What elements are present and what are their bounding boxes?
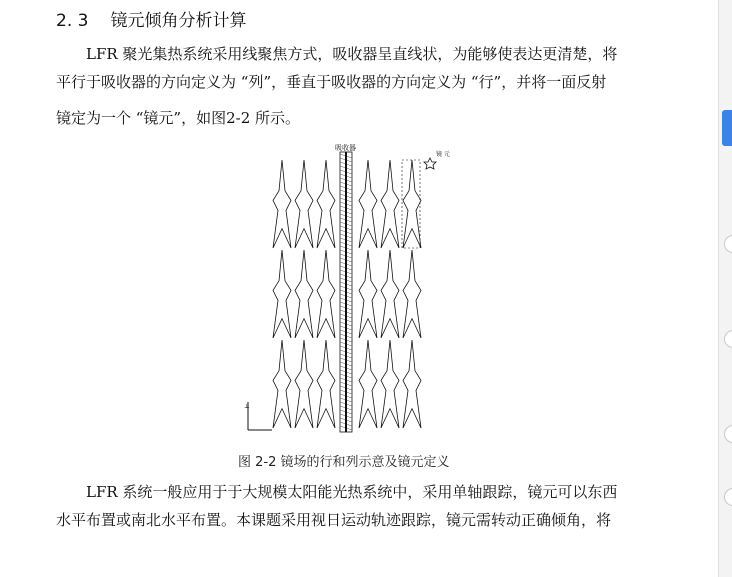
mirror-element-star — [359, 250, 377, 338]
section-heading — [56, 6, 246, 31]
paragraph-line-2: 平行于吸收器的方向定义为 “列”，垂直于吸收器的方向定义为 “行”，并将一面反射 — [56, 73, 607, 91]
mirror-element-star — [381, 340, 399, 428]
side-tool-circle[interactable] — [724, 488, 732, 506]
mirror-element-star — [403, 160, 421, 248]
mirror-element-star — [295, 250, 313, 338]
section-title: 镜元倾角分析计算 — [110, 11, 247, 31]
mirror-element-star — [317, 160, 335, 248]
mirror-element-star — [273, 250, 291, 338]
mirror-element-star — [295, 160, 313, 248]
absorber-label: 吸收器 — [335, 144, 356, 152]
axis-mark: ⊥ — [244, 403, 250, 410]
side-panel-gutter — [718, 0, 732, 577]
paragraph2-line-2: 水平布置或南北水平布置。本课题采用视日运动轨迹跟踪，镜元需转动正确倾角，将 — [56, 511, 612, 529]
mirror-element-star — [381, 250, 399, 338]
mirror-field-figure — [240, 140, 460, 440]
side-tab-active[interactable] — [722, 110, 732, 146]
paragraph2-line-1: LFR 系统一般应用于于大规模太阳能光热系统中，采用单轴跟踪，镜元可以东西 — [86, 483, 618, 501]
mirror-label: 镜 元 — [436, 151, 450, 158]
mirror-element-star — [359, 340, 377, 428]
mirror-element-star — [273, 340, 291, 428]
paragraph-line-3: 镜定为一个 “镜元”，如图2-2 所示。 — [56, 109, 301, 127]
mirror-element-star — [359, 160, 377, 248]
mirror-element-star — [317, 250, 335, 338]
sun-star-icon — [424, 158, 436, 169]
figure-caption: 图 2-2 镜场的行和列示意及镜元定义 — [238, 455, 450, 470]
paragraph-line-1: LFR 聚光集热系统采用线聚焦方式，吸收器呈直线状，为能够使表达更清楚，将 — [86, 45, 618, 63]
section-number: 2. 3 — [56, 11, 89, 31]
mirror-element-star — [403, 340, 421, 428]
mirror-element-star — [403, 250, 421, 338]
mirror-element-star — [295, 340, 313, 428]
side-tool-circle[interactable] — [724, 235, 732, 253]
mirror-element-star — [381, 160, 399, 248]
mirror-element-star — [317, 340, 335, 428]
side-tool-circle[interactable] — [724, 330, 732, 348]
side-tool-circle[interactable] — [724, 425, 732, 443]
mirror-element-star — [273, 160, 291, 248]
